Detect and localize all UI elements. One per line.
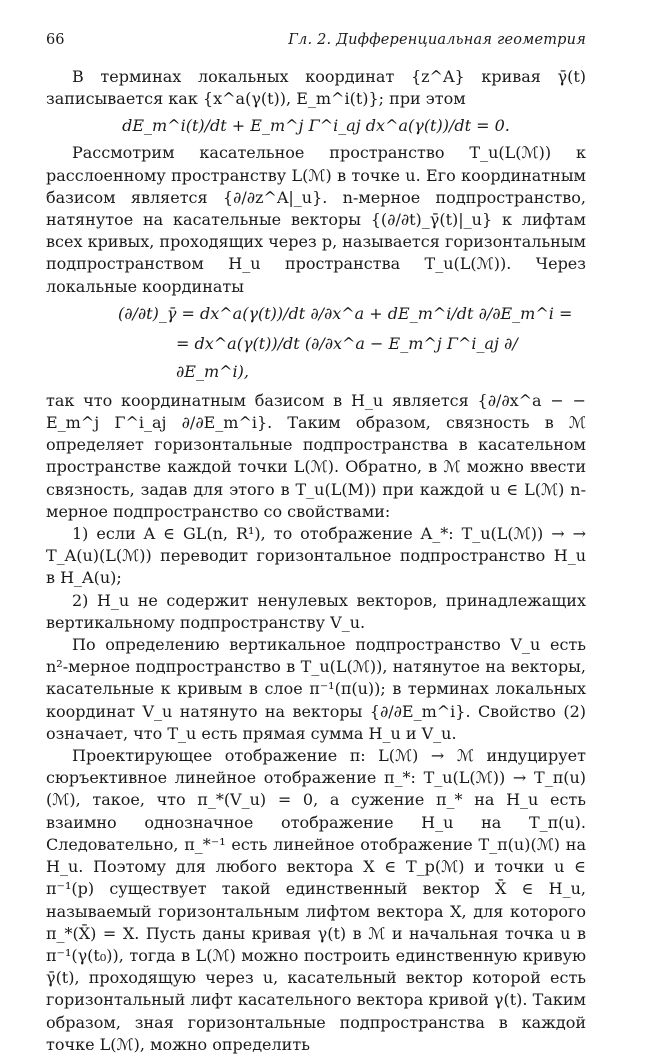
page-header [46,32,586,52]
running-title: Гл. 2. Дифференциальная геометрия [288,32,586,48]
page-number: 66 [46,32,65,48]
page-body [46,66,586,1056]
paragraph-p5: 2) H_u не содержит ненулевых векторов, принадлежащих вертикальному подпространству V_u. [46,590,586,632]
paragraph-p4: 1) если A ∈ GL(n, R¹), то отображение A_*: T_u(L(ℳ)) → → T_A(u)(L(ℳ)) переводит горизонтальное подпространство H_u в H_A(u); [46,524,586,588]
paragraph-p3: так что координатным базисом в H_u является {∂/∂x^a − − E_m^j Γ^i_aj ∂/∂E_m^i}. Таким образом, связность в ℳ определяет горизонтальные подпространства в касательном пространстве каждой точки L(ℳ). Обратно, в ℳ можно ввести связность, задав для этого в T_u(L(M)) при каждой u ∈ L(ℳ) n-мерное подпространство со свойствами: [46,390,586,521]
paragraph-p1: В терминах локальных координат {z^A} кривая γ̄(t) записывается как {x^a(γ(t)), E_m^i(t)}; при этом [46,67,586,109]
formula-f1: dE_m^i(t)/dt + E_m^j Γ^i_aj dx^a(γ(t))/dt = 0. [122,116,510,136]
paragraph-p6: По определению вертикальное подпространство V_u есть n²-мерное подпространство в T_u(L(ℳ)), натянутое на векторы, касательные к кривым в слое π⁻¹(π(u)); в терминах локальных координат V_u натянуто на векторы {∂/∂E_m^i}. Свойство (2) означает, что T_u есть прямая сумма H_u и V_u. [46,635,586,743]
formula-f2b: = dx^a(γ(t))/dt (∂/∂x^a − E_m^j Γ^i_aj ∂/∂E_m^i), [176,333,518,381]
paragraph-p7: Проектирующее отображение π: L(ℳ) → ℳ индуцирует сюръективное линейное отображение π_*: T_u(L(ℳ)) → T_π(u)(ℳ), такое, что π_*(V_u) = 0, а сужение π_* на H_u есть взаимно однозначное отображение H_u на T_π(u). Следовательно, π_*⁻¹ есть линейное отображение T_π(u)(ℳ) на H_u. Поэтому для любого вектора X ∈ T_p(ℳ) и точки u ∈ π⁻¹(p) существует такой единственный вектор X̄ ∈ H_u, называемый горизонтальным лифтом вектора X, для которого π_*(X̄) = X. Пусть даны кривая γ(t) в ℳ и начальная точка u в π⁻¹(γ(t₀)), тогда в L(ℳ) можно построить единственную кривую γ̄(t), проходящую через u, касательный вектор которой есть горизонтальный лифт касательного вектора кривой γ(t). Таким образом, зная горизонтальные подпространства в каждой точке L(ℳ), можно определить [46,746,586,1054]
paragraph-p2: Рассмотрим касательное пространство T_u(L(ℳ)) к расслоенному пространству L(ℳ) в точке u. Его координатным базисом является {∂/∂z^A|_u}. n-мерное подпространство, натянутое на касательные векторы {(∂/∂t)_γ̄(t)|_u} к лифтам всех кривых, проходящих через p, называется горизонтальным подпространством H_u пространства T_u(L(ℳ)). Через локальные координаты [46,143,586,296]
formula-f2a: (∂/∂t)_γ̄ = dx^a(γ(t))/dt ∂/∂x^a + dE_m^i/dt ∂/∂E_m^i = [118,303,573,323]
